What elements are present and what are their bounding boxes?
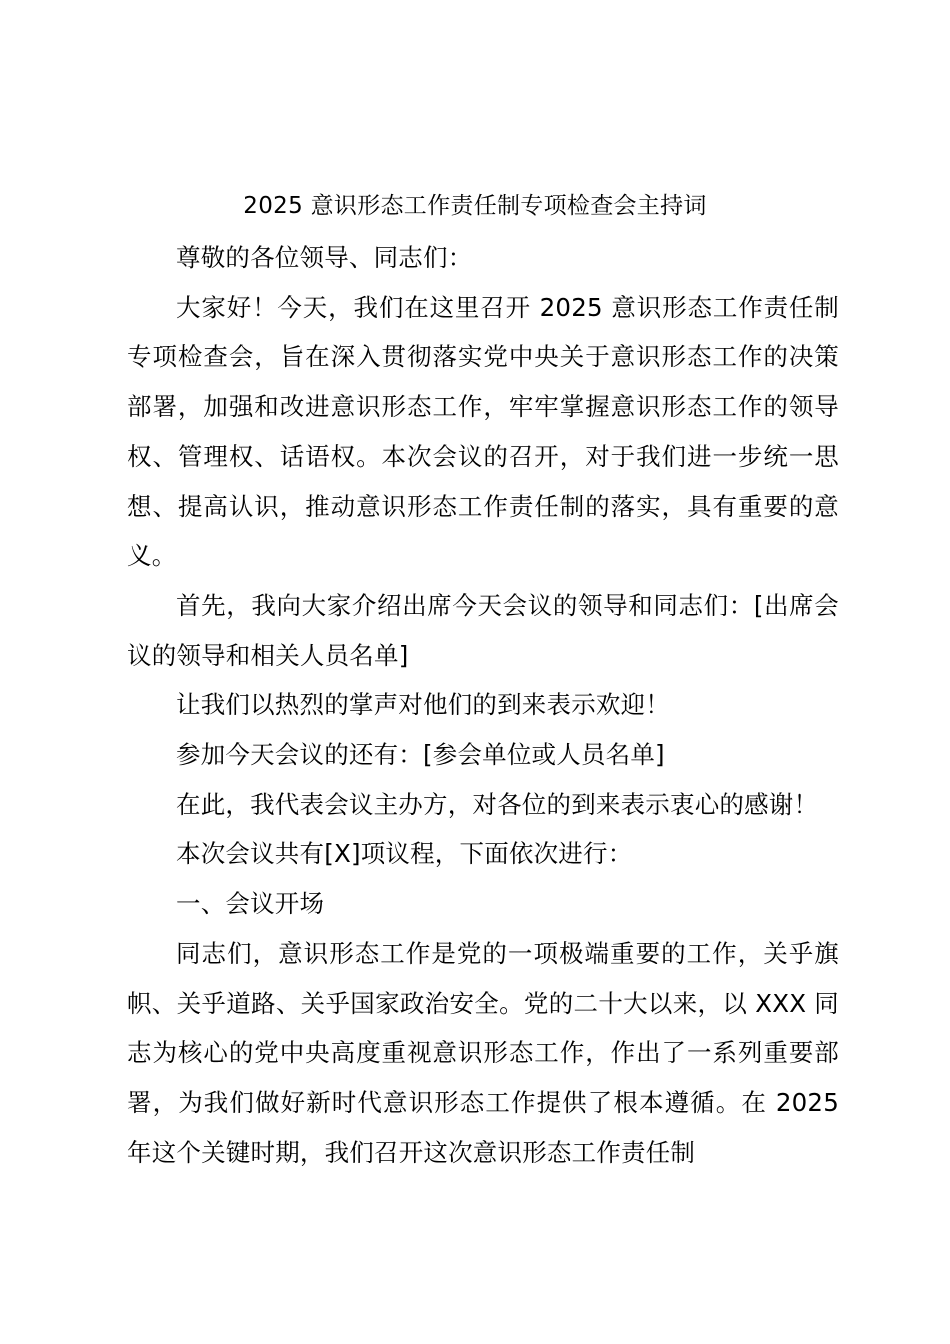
attendee-intro-paragraph: 首先，我向大家介绍出席今天会议的领导和同志们：[出席会议的领导和相关人员名单] bbox=[127, 590, 839, 670]
welcome-paragraph: 让我们以热烈的掌声对他们的到来表示欢迎！ bbox=[176, 690, 670, 720]
thanks-paragraph: 在此，我代表会议主办方，对各位的到来表示衷心的感谢！ bbox=[176, 789, 819, 819]
participants-paragraph: 参加今天会议的还有：[参会单位或人员名单] bbox=[176, 740, 665, 770]
section-heading: 一、会议开场 bbox=[176, 889, 325, 919]
salutation-paragraph: 尊敬的各位领导、同志们： bbox=[176, 243, 473, 272]
agenda-paragraph: 本次会议共有[X]项议程，下面依次进行： bbox=[176, 839, 633, 869]
section-body-paragraph: 同志们，意识形态工作是党的一项极端重要的工作，关乎旗帜、关乎道路、关乎国家政治安全。党的二十大以来，以 XXX 同志为核心的党中央高度重视意识形态工作，作出了一系列重要部署，为我们做好新时代意识形态工作提供了根本遵循。在 2025 年这个关键时期，我们召开这次意识形态工作责任制 bbox=[127, 938, 839, 1167]
document-title: 2025 意识形态工作责任制专项检查会主持词 bbox=[243, 193, 707, 219]
opening-paragraph: 大家好！今天，我们在这里召开 2025 意识形态工作责任制专项检查会，旨在深入贯彻落实党中央关于意识形态工作的决策部署，加强和改进意识形态工作，牢牢掌握意识形态工作的领导权、管理权、话语权。本次会议的召开，对于我们进一步统一思想、提高认识，推动意识形态工作责任制的落实，具有重要的意义。 bbox=[127, 292, 839, 571]
document-body bbox=[127, 233, 839, 1177]
